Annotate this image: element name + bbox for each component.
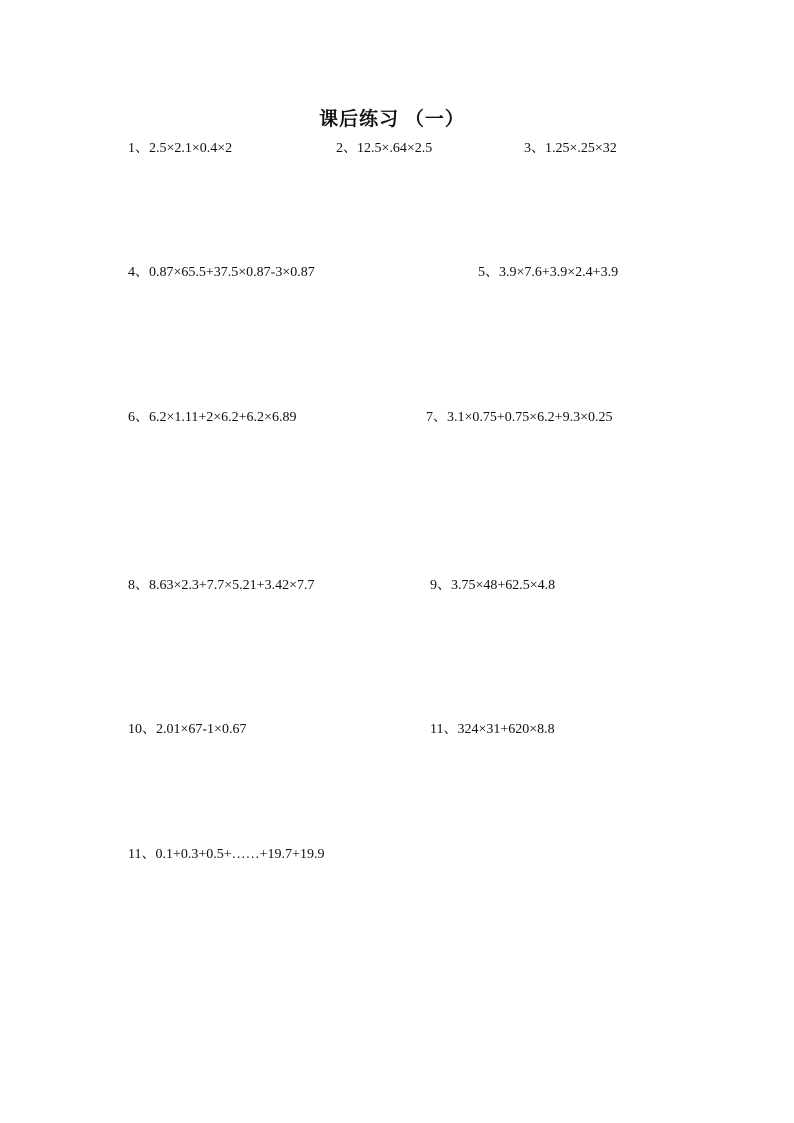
problem-6: 6、6.2×1.11+2×6.2+6.2×6.89 [128, 410, 297, 425]
problem-9: 9、3.75×48+62.5×4.8 [430, 578, 556, 593]
problem-1: 1、2.5×2.1×0.4×2 [128, 141, 233, 156]
problem-12: 11、0.1+0.3+0.5+……+19.7+19.9 [128, 847, 325, 862]
problem-4: 4、0.87×65.5+37.5×0.87-3×0.87 [128, 265, 315, 280]
problem-10: 10、2.01×67-1×0.67 [128, 722, 247, 737]
problem-11: 11、324×31+620×8.8 [430, 722, 555, 737]
problem-8: 8、8.63×2.3+7.7×5.21+3.42×7.7 [128, 578, 315, 593]
problem-2: 2、12.5×.64×2.5 [336, 141, 433, 156]
worksheet-title: 课后练习 （一） [319, 109, 465, 130]
problem-7: 7、3.1×0.75+0.75×6.2+9.3×0.25 [426, 410, 613, 425]
problem-5: 5、3.9×7.6+3.9×2.4+3.9 [478, 265, 619, 280]
problem-3: 3、1.25×.25×32 [524, 141, 617, 156]
